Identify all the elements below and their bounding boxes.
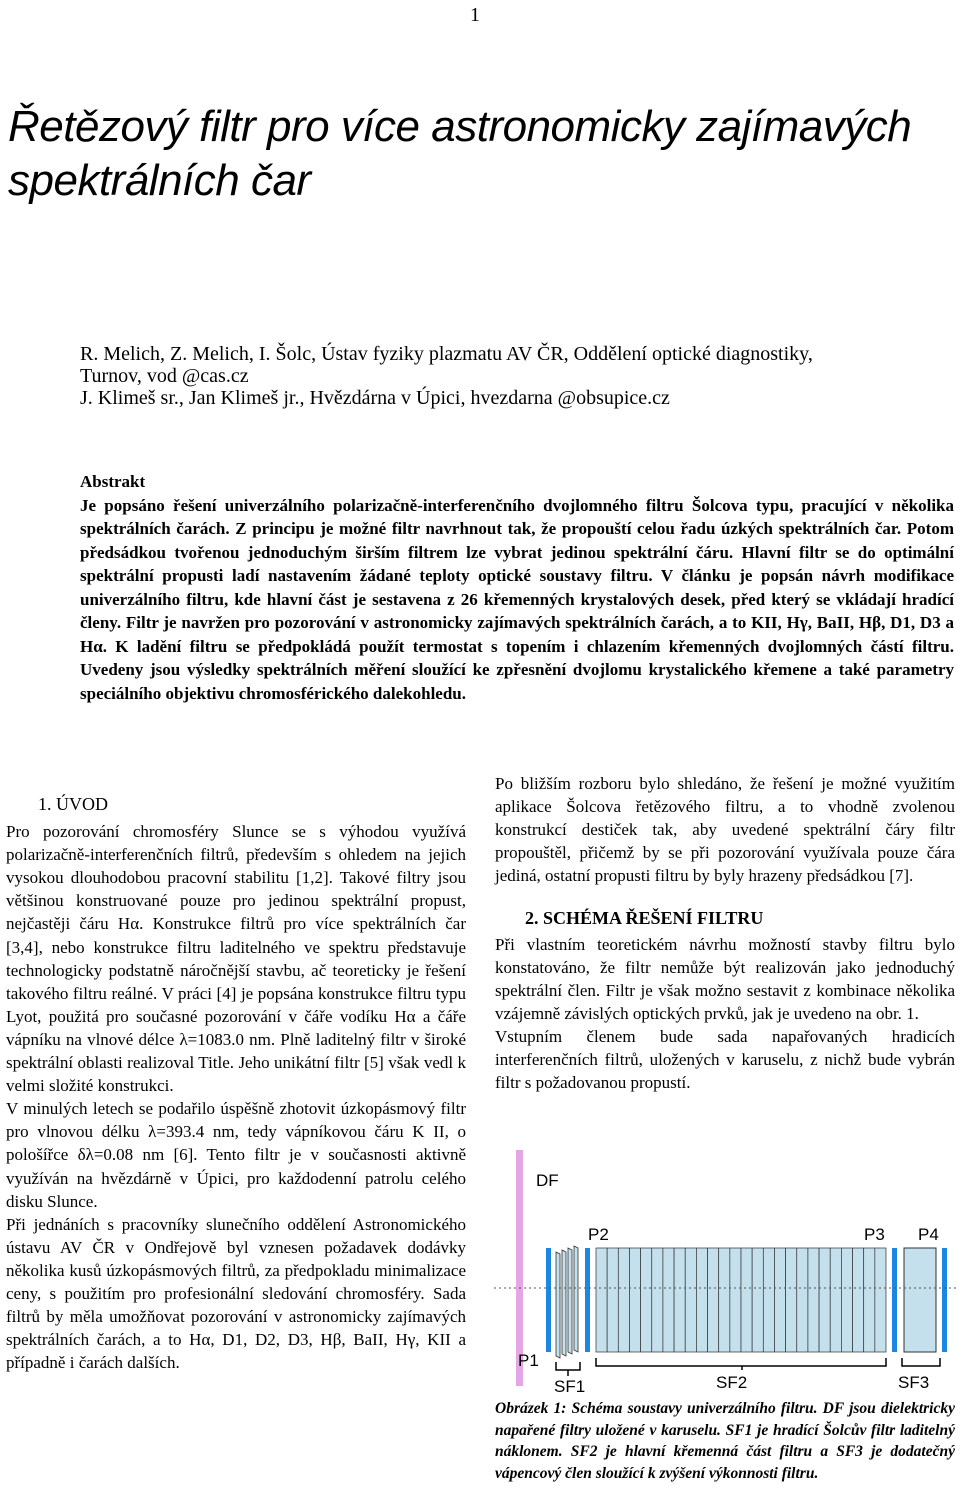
authors-line: R. Melich, Z. Melich, I. Šolc, Ústav fyziky plazmatu AV ČR, Oddělení optické diagnostiky, [80,343,813,365]
p1-label: P1 [518,1351,539,1370]
sf2-plate [685,1248,696,1352]
polarizer-p1 [546,1248,551,1352]
sf2-plate [774,1248,785,1352]
sf2-plate [864,1248,875,1352]
polarizer-p2 [585,1248,590,1352]
paragraph: Po bližším rozboru bylo shledáno, že řešení je možné využitím aplikace Šolcova řetězového filtru, a to vhodně zvolenou konstrukcí destiček tak, aby uvedené spektrální čáry filtr propouštěl, přičemž by se při pozorování využívala pouze čára jediná, ostatní propusti filtru by byly hrazeny předsádkou [7]. [495,774,955,886]
paragraph: Při jednáních s pracovníky slunečního oddělení Astronomického ústavu AV ČR v Ondřejově byl vznesen požadavek dodávky několika kusů úzkopásmových filtrů, za předpokladu minimalizace ceny, s použitím pro profesionální sledování chromosféry. Sada filtrů by měla umožňovat pozorování v astronomicky zajímavých spektrálních čarách, a to Hα, D1, D2, D3, Hβ, BaII, Hγ, KII a případně i čarách dalších. [6,1214,466,1373]
sf2-plate [663,1248,674,1352]
figure-caption: Obrázek 1: Schéma soustavy univerzálního filtru. DF jsou dielektricky napařené filtry uložené v karuselu. SF1 je hradící Šolcův filtr laditelný náklonem. SF2 je hlavní křemenná část filtru a SF3 je dodatečný vápencový člen sloužící k zvýšení výkonnosti filtru. [495,1400,955,1482]
filter-schema-diagram [494,1148,960,1392]
sf2-plate [652,1248,663,1352]
abstract-block [80,470,954,705]
sf2-plate [708,1248,719,1352]
sf1-plate [562,1250,566,1356]
sf2-plate [730,1248,741,1352]
p4-label: P4 [918,1225,939,1244]
right-column [495,772,955,1094]
page-number: 1 [470,4,480,26]
paragraph: Pro pozorování chromosféry Slunce se s výhodou využívá polarizačně-interferenčních filtrů, především s ohledem na jejich vysokou dlouhodobou pracovní stabilitu [1,2]. Takové filtry jsou většinou konstruované pouze pro jedinou spektrální propust, nejčastěji čáru Hα. Konstrukce filtrů pro více spektrálních čar [3,4], nebo konstrukce filtru laditelného ve spektru představuje technologicky podstatně náročnější stavbu, ač teoreticky je řešení takového filtru reálné. V práci [4] je popsána konstrukce filtru typu Lyot, použitá pro současné pozorování v čáře vodíku Hα a čáře vápníku na vlnové délce λ=1083.0 nm. Plně laditelný filtr v široké spektrální oblasti realizoval Title. Jeho unikátní filtr [5] však vedl k velmi složité konstrukci. [6,822,466,1096]
polarizer-p4 [942,1248,947,1352]
sf2-plate [719,1248,730,1352]
sf2-label: SF2 [716,1373,748,1392]
sf2-plate [875,1248,886,1352]
paragraph: Při vlastním teoretickém návrhu možností stavby filtru bylo konstatováno, že filtr nemůže být realizován jako jednoduchý spektrální člen. Filtr je však možno sestavit z kombinace několika vzájemně závislých optických prvků, jak je uvedeno na obr. 1. [495,934,955,1023]
abstract-text: Je popsáno řešení univerzálního polarizačně-interferenčního dvojlomného filtru Šolcova typu, pracující v několika spektrálních čarách. Z principu je možné filtr navrhnout tak, že propouští celou řadu úzkých spektrálních čar. Potom předsádkou tvořenou jednoduchým širším filtrem lze vybrat jedinou spektrální čáru. Hlavní filtr se do optimální spektrální propusti ladí nastavením žádané teploty optické soustavy filtru. V článku je popsán návrh modifikace univerzálního filtru, kde hlavní část je sestavena z 26 křemenných krystalových desek, před který se vkládají hradící členy. Filtr je navržen pro pozorování v astronomicky zajímavých spektrálních čarách, a to KII, Hγ, BaII, Hβ, D1, D3 a Hα. K ladění filtru se předpokládá použít termostat s topením i chlazením křemenných dvojlomných částí filtru. Uvedeny jsou výsledky spektrálních měření sloužící ke zpřesnění dvojlomu krystalického křemene a také parametry speciálního objektivu chromosférického dalekohledu. [80,495,954,703]
sf1-plate [574,1246,578,1352]
sf2-plate [696,1248,707,1352]
paper-title: Řetězový filtr pro více astronomicky zajímavých spektrálních čar [8,102,912,205]
sf2-plate [797,1248,808,1352]
sf2-plate [618,1248,629,1352]
df-label: DF [536,1171,559,1190]
sf1-plate [568,1248,572,1354]
figure-1 [494,1148,960,1392]
section-heading: 1. ÚVOD [38,794,108,814]
sf2-plate [596,1248,607,1352]
sf2-brace [596,1358,886,1366]
sf2-plate [629,1248,640,1352]
abstract-heading: Abstrakt [80,472,146,491]
sf2-plate [830,1248,841,1352]
p3-label: P3 [864,1225,885,1244]
authors-line: Turnov, vod @cas.cz [80,365,249,387]
section-heading: 2. SCHÉMA ŘEŠENÍ FILTRU [525,908,764,929]
sf3-brace [902,1358,940,1366]
sf1-label: SF1 [554,1377,586,1392]
sf2-plate [763,1248,774,1352]
sf2-plate [786,1248,797,1352]
sf2-plate [819,1248,830,1352]
sf2-plate [741,1248,752,1352]
sf2-plate [841,1248,852,1352]
polarizer-p3 [892,1248,897,1352]
paragraph: V minulých letech se podařilo úspěšně zhotovit úzkopásmový filtr pro vlnovou délku λ=393.4 nm, tedy vápníkovou čáru K II, o pološířce δλ=0.08 nm [6]. Tento filtr je v současnosti aktivně využíván na hvězdárně v Úpici, pro každodenní patrolu celého disku Slunce. [6,1099,466,1211]
sf2-plate [674,1248,685,1352]
sf3-label: SF3 [898,1373,930,1392]
authors-line: J. Klimeš sr., Jan Klimeš jr., Hvězdárna v Úpici, hvezdarna @obsupice.cz [80,387,670,409]
authors-block [80,343,960,409]
sf1-plates [556,1246,578,1358]
sf2-plates [596,1248,886,1352]
sf2-plate [752,1248,763,1352]
sf2-plate [641,1248,652,1352]
sf1-brace [556,1362,580,1370]
p2-label: P2 [588,1225,609,1244]
sf2-plate [808,1248,819,1352]
left-column [6,793,466,1374]
sf2-plate [607,1248,618,1352]
sf3-plate [904,1248,936,1352]
sf1-plate [556,1252,560,1358]
paragraph: Vstupním členem bude sada napařovaných hradicích interferenčních filtrů, uložených v karuselu, z nichž bude vybrán filtr s požadovanou propustí. [495,1026,955,1093]
sf2-plate [853,1248,864,1352]
